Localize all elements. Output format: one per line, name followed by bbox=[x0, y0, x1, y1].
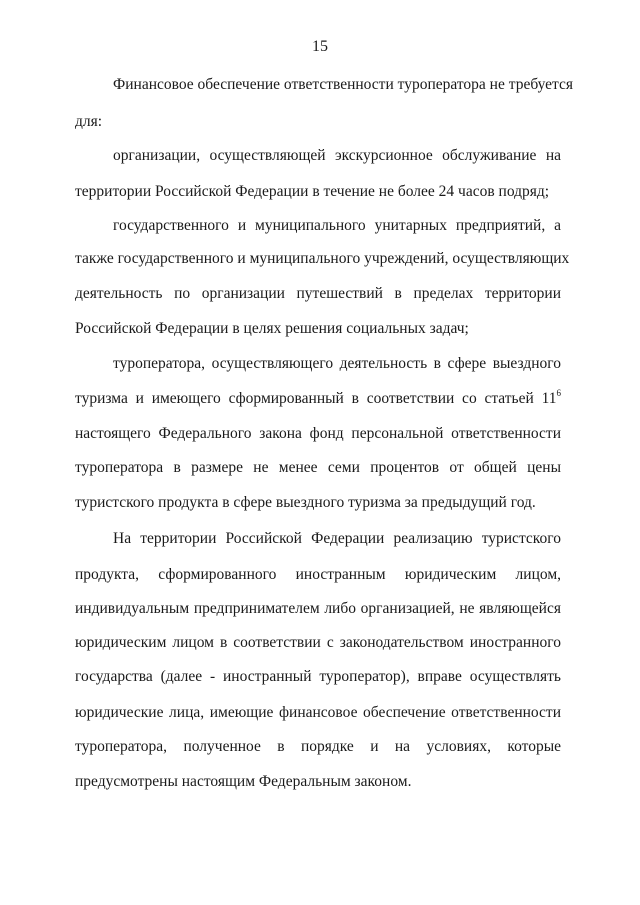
paragraph-line: государственного и муниципального унитарных предприятий, а bbox=[113, 217, 561, 234]
paragraph-line: деятельность по организации путешествий в пределах территории bbox=[75, 285, 561, 302]
paragraph-line-with-superscript bbox=[75, 390, 561, 408]
paragraph-line: На территории Российской Федерации реализацию туристского bbox=[113, 530, 561, 547]
paragraph-line: юридические лица, имеющие финансовое обеспечение ответственности bbox=[75, 704, 561, 721]
paragraph-line: предусмотрены настоящим Федеральным законом. bbox=[75, 773, 412, 790]
paragraph-line: настоящего Федерального закона фонд персональной ответственности bbox=[75, 425, 561, 442]
paragraph-line: для: bbox=[75, 113, 103, 130]
paragraph-line: государства (далее - иностранный туроператор), вправе осуществлять bbox=[75, 668, 561, 685]
paragraph-line: туристского продукта в сфере выездного туризма за предыдущий год. bbox=[75, 494, 536, 511]
line-text: туризма и имеющего сформированный в соответствии со статьей 11 bbox=[75, 390, 557, 407]
paragraph-line: также государственного и муниципального учреждений, осуществляющих bbox=[75, 250, 570, 267]
paragraph-line: туроператора в размере не менее семи процентов от общей цены bbox=[75, 459, 561, 476]
paragraph-line: продукта, сформированного иностранным юридическим лицом, bbox=[75, 566, 561, 583]
article-superscript: 6 bbox=[556, 388, 561, 398]
paragraph-line: индивидуальным предпринимателем либо организацией, не являющейся bbox=[75, 600, 561, 617]
paragraph-line: территории Российской Федерации в течение не более 24 часов подряд; bbox=[75, 183, 550, 200]
paragraph-line: организации, осуществляющей экскурсионное обслуживание на bbox=[113, 147, 561, 164]
paragraph-line: юридическим лицом в соответствии с законодательством иностранного bbox=[75, 634, 561, 651]
paragraph-line: Российской Федерации в целях решения социальных задач; bbox=[75, 320, 469, 337]
paragraph-line: туроператора, полученное в порядке и на условиях, которые bbox=[75, 738, 561, 755]
paragraph-line: туроператора, осуществляющего деятельность в сфере выездного bbox=[113, 355, 561, 372]
page-number: 15 bbox=[312, 38, 328, 55]
paragraph-line: Финансовое обеспечение ответственности туроператора не требуется bbox=[113, 76, 574, 93]
